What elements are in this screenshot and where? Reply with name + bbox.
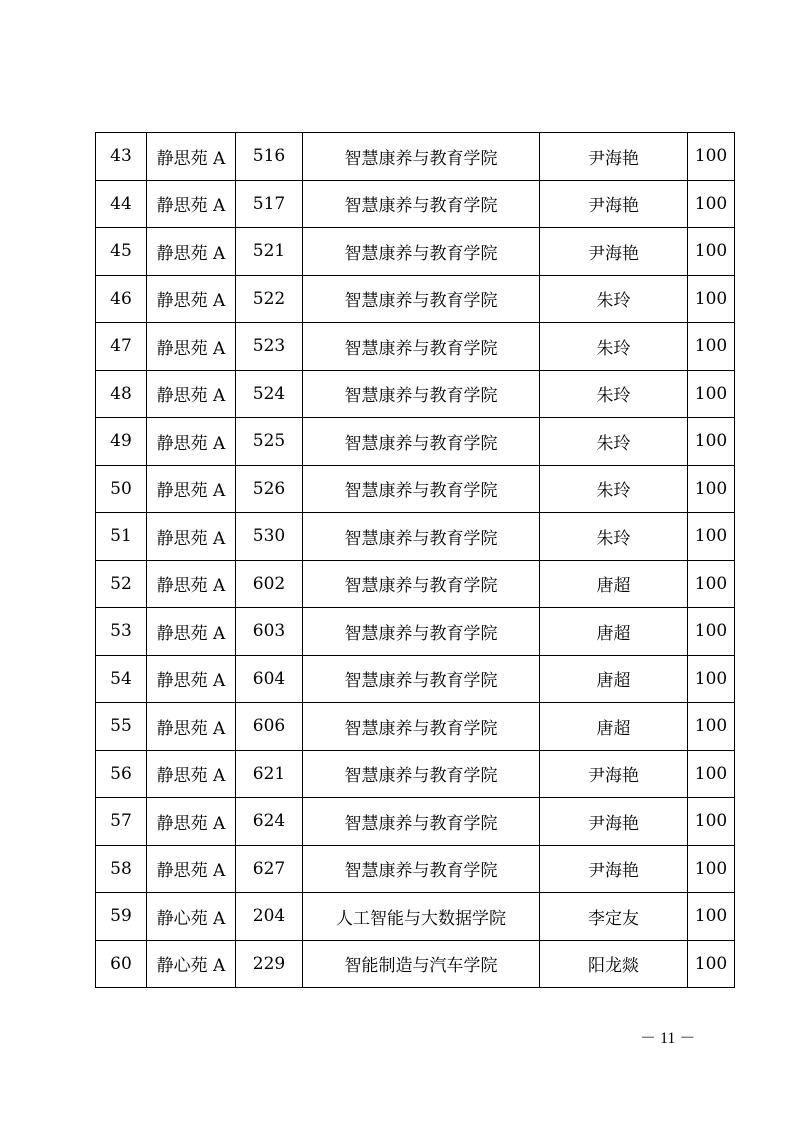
row-number-cell: 43 [96, 133, 147, 181]
building-cell: 静思苑 A [147, 560, 236, 608]
college-cell: 智慧康养与教育学院 [303, 133, 540, 181]
score-cell: 100 [688, 323, 735, 371]
teacher-cell: 朱玲 [540, 513, 688, 561]
building-cell: 静思苑 A [147, 655, 236, 703]
row-number-cell: 51 [96, 513, 147, 561]
score-cell: 100 [688, 370, 735, 418]
row-number-cell: 46 [96, 275, 147, 323]
score-cell: 100 [688, 465, 735, 513]
score-cell: 100 [688, 798, 735, 846]
room-number-cell: 229 [236, 940, 303, 988]
college-cell: 智慧康养与教育学院 [303, 560, 540, 608]
room-number-cell: 521 [236, 228, 303, 276]
room-number-cell: 530 [236, 513, 303, 561]
score-cell: 100 [688, 703, 735, 751]
score-cell: 100 [688, 418, 735, 466]
college-cell: 智慧康养与教育学院 [303, 750, 540, 798]
room-number-cell: 204 [236, 893, 303, 941]
row-number-cell: 49 [96, 418, 147, 466]
row-number-cell: 48 [96, 370, 147, 418]
college-cell: 智慧康养与教育学院 [303, 418, 540, 466]
building-cell: 静思苑 A [147, 845, 236, 893]
table-row [96, 893, 735, 941]
row-number-cell: 52 [96, 560, 147, 608]
row-number-cell: 53 [96, 608, 147, 656]
teacher-cell: 唐超 [540, 560, 688, 608]
room-number-cell: 522 [236, 275, 303, 323]
room-number-cell: 603 [236, 608, 303, 656]
score-cell: 100 [688, 275, 735, 323]
teacher-cell: 李定友 [540, 893, 688, 941]
teacher-cell: 朱玲 [540, 370, 688, 418]
teacher-cell: 尹海艳 [540, 750, 688, 798]
row-number-cell: 55 [96, 703, 147, 751]
room-number-cell: 606 [236, 703, 303, 751]
row-number-cell: 54 [96, 655, 147, 703]
building-cell: 静思苑 A [147, 750, 236, 798]
building-cell: 静思苑 A [147, 133, 236, 181]
teacher-cell: 尹海艳 [540, 228, 688, 276]
table-row [96, 798, 735, 846]
teacher-cell: 朱玲 [540, 418, 688, 466]
building-cell: 静思苑 A [147, 465, 236, 513]
room-number-cell: 602 [236, 560, 303, 608]
room-number-cell: 525 [236, 418, 303, 466]
teacher-cell: 尹海艳 [540, 798, 688, 846]
table-row [96, 750, 735, 798]
score-cell: 100 [688, 133, 735, 181]
building-cell: 静思苑 A [147, 798, 236, 846]
score-cell: 100 [688, 893, 735, 941]
table-row [96, 703, 735, 751]
table-row [96, 370, 735, 418]
row-number-cell: 58 [96, 845, 147, 893]
college-cell: 智慧康养与教育学院 [303, 703, 540, 751]
teacher-cell: 尹海艳 [540, 133, 688, 181]
teacher-cell: 尹海艳 [540, 845, 688, 893]
building-cell: 静思苑 A [147, 323, 236, 371]
score-cell: 100 [688, 750, 735, 798]
college-cell: 智慧康养与教育学院 [303, 465, 540, 513]
score-cell: 100 [688, 608, 735, 656]
score-cell: 100 [688, 513, 735, 561]
table-row [96, 180, 735, 228]
college-cell: 智慧康养与教育学院 [303, 798, 540, 846]
building-cell: 静思苑 A [147, 513, 236, 561]
table-row [96, 608, 735, 656]
room-number-cell: 621 [236, 750, 303, 798]
teacher-cell: 唐超 [540, 703, 688, 751]
building-cell: 静心苑 A [147, 940, 236, 988]
dorm-inspection-table [95, 132, 735, 988]
row-number-cell: 47 [96, 323, 147, 371]
teacher-cell: 朱玲 [540, 275, 688, 323]
college-cell: 智慧康养与教育学院 [303, 228, 540, 276]
building-cell: 静思苑 A [147, 370, 236, 418]
table-body [96, 133, 735, 988]
row-number-cell: 45 [96, 228, 147, 276]
table-row [96, 133, 735, 181]
college-cell: 智慧康养与教育学院 [303, 323, 540, 371]
score-cell: 100 [688, 560, 735, 608]
table-row [96, 418, 735, 466]
teacher-cell: 阳龙燚 [540, 940, 688, 988]
college-cell: 智慧康养与教育学院 [303, 655, 540, 703]
building-cell: 静思苑 A [147, 608, 236, 656]
college-cell: 智慧康养与教育学院 [303, 608, 540, 656]
college-cell: 智慧康养与教育学院 [303, 370, 540, 418]
table-row [96, 560, 735, 608]
row-number-cell: 57 [96, 798, 147, 846]
teacher-cell: 唐超 [540, 655, 688, 703]
building-cell: 静思苑 A [147, 418, 236, 466]
row-number-cell: 56 [96, 750, 147, 798]
building-cell: 静思苑 A [147, 703, 236, 751]
college-cell: 智慧康养与教育学院 [303, 275, 540, 323]
building-cell: 静思苑 A [147, 180, 236, 228]
table-row [96, 465, 735, 513]
score-cell: 100 [688, 180, 735, 228]
room-number-cell: 604 [236, 655, 303, 703]
building-cell: 静思苑 A [147, 275, 236, 323]
score-cell: 100 [688, 655, 735, 703]
college-cell: 智慧康养与教育学院 [303, 513, 540, 561]
college-cell: 人工智能与大数据学院 [303, 893, 540, 941]
table-row [96, 275, 735, 323]
score-cell: 100 [688, 228, 735, 276]
room-number-cell: 627 [236, 845, 303, 893]
page-number: － 11 － [640, 1030, 696, 1047]
table-row [96, 845, 735, 893]
table-row [96, 655, 735, 703]
row-number-cell: 60 [96, 940, 147, 988]
teacher-cell: 朱玲 [540, 465, 688, 513]
table-row [96, 940, 735, 988]
teacher-cell: 朱玲 [540, 323, 688, 371]
table-row [96, 513, 735, 561]
row-number-cell: 50 [96, 465, 147, 513]
room-number-cell: 516 [236, 133, 303, 181]
building-cell: 静思苑 A [147, 228, 236, 276]
room-number-cell: 517 [236, 180, 303, 228]
college-cell: 智慧康养与教育学院 [303, 845, 540, 893]
room-number-cell: 524 [236, 370, 303, 418]
building-cell: 静心苑 A [147, 893, 236, 941]
table-row [96, 323, 735, 371]
row-number-cell: 59 [96, 893, 147, 941]
score-cell: 100 [688, 940, 735, 988]
teacher-cell: 尹海艳 [540, 180, 688, 228]
table-row [96, 228, 735, 276]
room-number-cell: 523 [236, 323, 303, 371]
college-cell: 智慧康养与教育学院 [303, 180, 540, 228]
row-number-cell: 44 [96, 180, 147, 228]
score-cell: 100 [688, 845, 735, 893]
college-cell: 智能制造与汽车学院 [303, 940, 540, 988]
room-number-cell: 624 [236, 798, 303, 846]
teacher-cell: 唐超 [540, 608, 688, 656]
room-number-cell: 526 [236, 465, 303, 513]
